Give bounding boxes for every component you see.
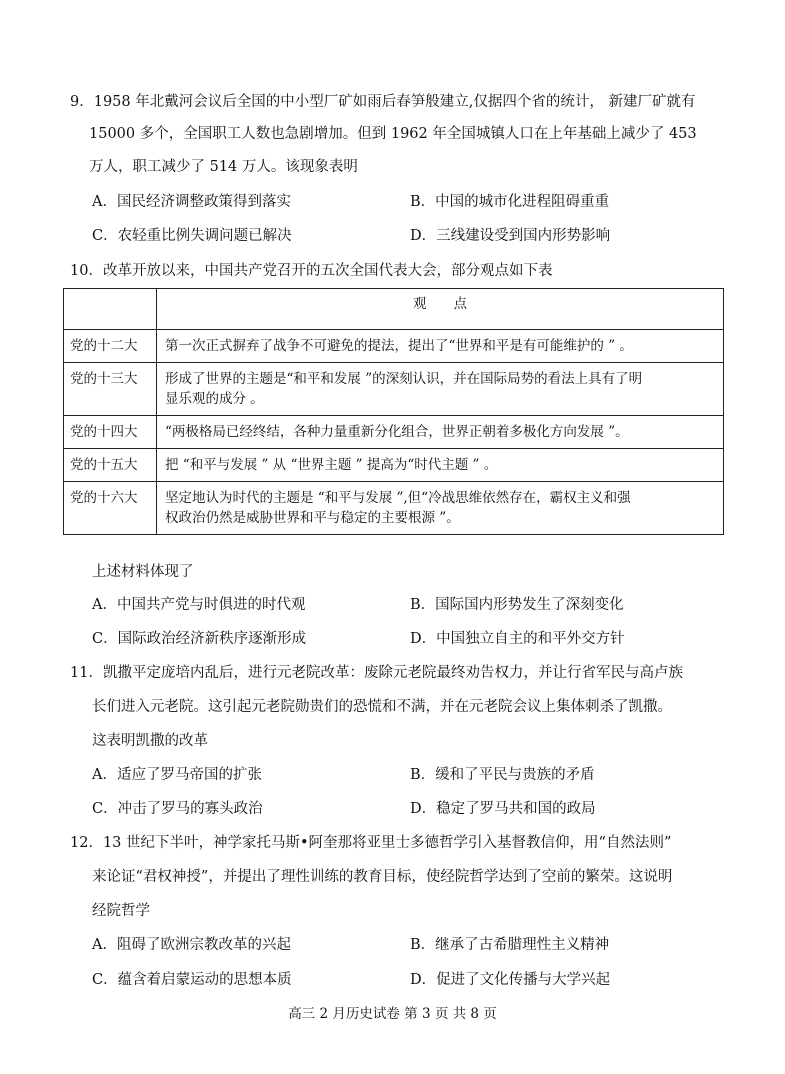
viewpoint-cell bbox=[157, 330, 724, 363]
viewpoint-cell bbox=[157, 482, 724, 535]
q10-after-table: 上述材料体现了 bbox=[92, 564, 194, 580]
q9-stem-line2: 15000 多个，全国职工人数也急剧增加。但到 1962 年全国城镇人口在上年基础上减少了 453 bbox=[89, 126, 697, 142]
table-header-viewpoint: 观 点 bbox=[157, 289, 724, 330]
q9-option-b: B．中国的城市化进程阻碍重重 bbox=[410, 194, 610, 210]
viewpoint-text: 显乐观的成分 。 bbox=[165, 391, 264, 407]
viewpoint-cell bbox=[157, 449, 724, 482]
table-row bbox=[64, 363, 724, 416]
q11-stem-line3: 这表明凯撒的改革 bbox=[92, 733, 208, 749]
viewpoint-text: 把 “和平与发展 ” 从 “世界主题 ” 提高为“时代主题 ” 。 bbox=[165, 457, 498, 473]
viewpoint-text: 坚定地认为时代的主题是 “和平与发展 ”,但“冷战思维依然存在，霸权主义和强 bbox=[165, 490, 631, 506]
q12-option-a: A．阻碍了欧洲宗教改革的兴起 bbox=[92, 937, 291, 953]
q11-option-a: A．适应了罗马帝国的扩张 bbox=[92, 767, 262, 783]
q12-option-c: C．蕴含着启蒙运动的思想本质 bbox=[92, 972, 292, 988]
q11-stem-line2: 长们进入元老院。这引起元老院勋贵们的恐慌和不满，并在元老院会议上集体刺杀了凯撒。 bbox=[92, 699, 672, 715]
q11-option-c: C．冲击了罗马的寡头政治 bbox=[92, 801, 263, 817]
q12-option-d: D．促进了文化传播与大学兴起 bbox=[410, 972, 611, 988]
table-header-blank bbox=[64, 289, 157, 330]
viewpoint-cell bbox=[157, 416, 724, 449]
viewpoint-text: “两极格局已经终结，各种力量重新分化组合，世界正朝着多极化方向发展 ”。 bbox=[165, 424, 629, 440]
q10-option-c: C．国际政治经济新秩序逐渐形成 bbox=[92, 631, 307, 647]
party-congress-cell: 党的十六大 bbox=[64, 482, 157, 535]
q11-option-d: D．稳定了罗马共和国的政局 bbox=[410, 801, 596, 817]
q11-option-b: B．缓和了平民与贵族的矛盾 bbox=[410, 767, 595, 783]
party-congress-cell: 党的十四大 bbox=[64, 416, 157, 449]
table-row bbox=[64, 449, 724, 482]
q12-stem-line1: 12．13 世纪下半叶，神学家托马斯•阿奎那将亚里士多德哲学引入基督教信仰，用“自然法则” bbox=[70, 835, 672, 851]
q10-stem: 10．改革开放以来，中国共产党召开的五次全国代表大会，部分观点如下表 bbox=[70, 263, 553, 279]
viewpoint-text: 形成了世界的主题是“和平和发展 ”的深刻认识，并在国际局势的看法上具有了明 bbox=[165, 371, 643, 387]
q12-stem-line3: 经院哲学 bbox=[92, 903, 150, 919]
party-congress-cell: 党的十五大 bbox=[64, 449, 157, 482]
viewpoint-text: 第一次正式摒弃了战争不可避免的提法，提出了“世界和平是有可能维护的 ” 。 bbox=[165, 338, 633, 354]
table-row bbox=[64, 330, 724, 363]
q9-stem-line1: 9．1958 年北戴河会议后全国的中小型厂矿如雨后春笋般建立,仅据四个省的统计， 新建厂矿就有 bbox=[70, 94, 696, 110]
q12-stem-line2: 来论证“君权神授”，并提出了理性训练的教育目标，使经院哲学达到了空前的繁荣。这说明 bbox=[92, 869, 673, 885]
q10-option-a: A．中国共产党与时俱进的时代观 bbox=[92, 597, 306, 613]
viewpoint-cell bbox=[157, 363, 724, 416]
q9-option-a: A．国民经济调整政策得到落实 bbox=[92, 194, 291, 210]
viewpoint-text: 权政治仍然是威胁世界和平与稳定的主要根源 ”。 bbox=[165, 510, 460, 526]
q10-option-b: B．国际国内形势发生了深刻变化 bbox=[410, 597, 624, 613]
party-congress-cell: 党的十三大 bbox=[64, 363, 157, 416]
party-congress-cell: 党的十二大 bbox=[64, 330, 157, 363]
viewpoints-table bbox=[63, 288, 724, 535]
q9-option-c: C．农轻重比例失调问题已解决 bbox=[92, 228, 292, 244]
q10-option-d: D．中国独立自主的和平外交方针 bbox=[410, 631, 625, 647]
table-row bbox=[64, 482, 724, 535]
q11-stem-line1: 11．凯撒平定庞培内乱后，进行元老院改革：废除元老院最终劝告权力，并让行省军民与高卢族 bbox=[70, 665, 683, 681]
q9-stem-line3: 万人，职工减少了 514 万人。该现象表明 bbox=[89, 159, 358, 175]
q12-option-b: B．继承了古希腊理性主义精神 bbox=[410, 937, 610, 953]
table-row bbox=[64, 416, 724, 449]
page-footer: 高三 2 月历史试卷 第 3 页 共 8 页 bbox=[288, 1006, 497, 1022]
q9-option-d: D．三线建设受到国内形势影响 bbox=[410, 228, 611, 244]
